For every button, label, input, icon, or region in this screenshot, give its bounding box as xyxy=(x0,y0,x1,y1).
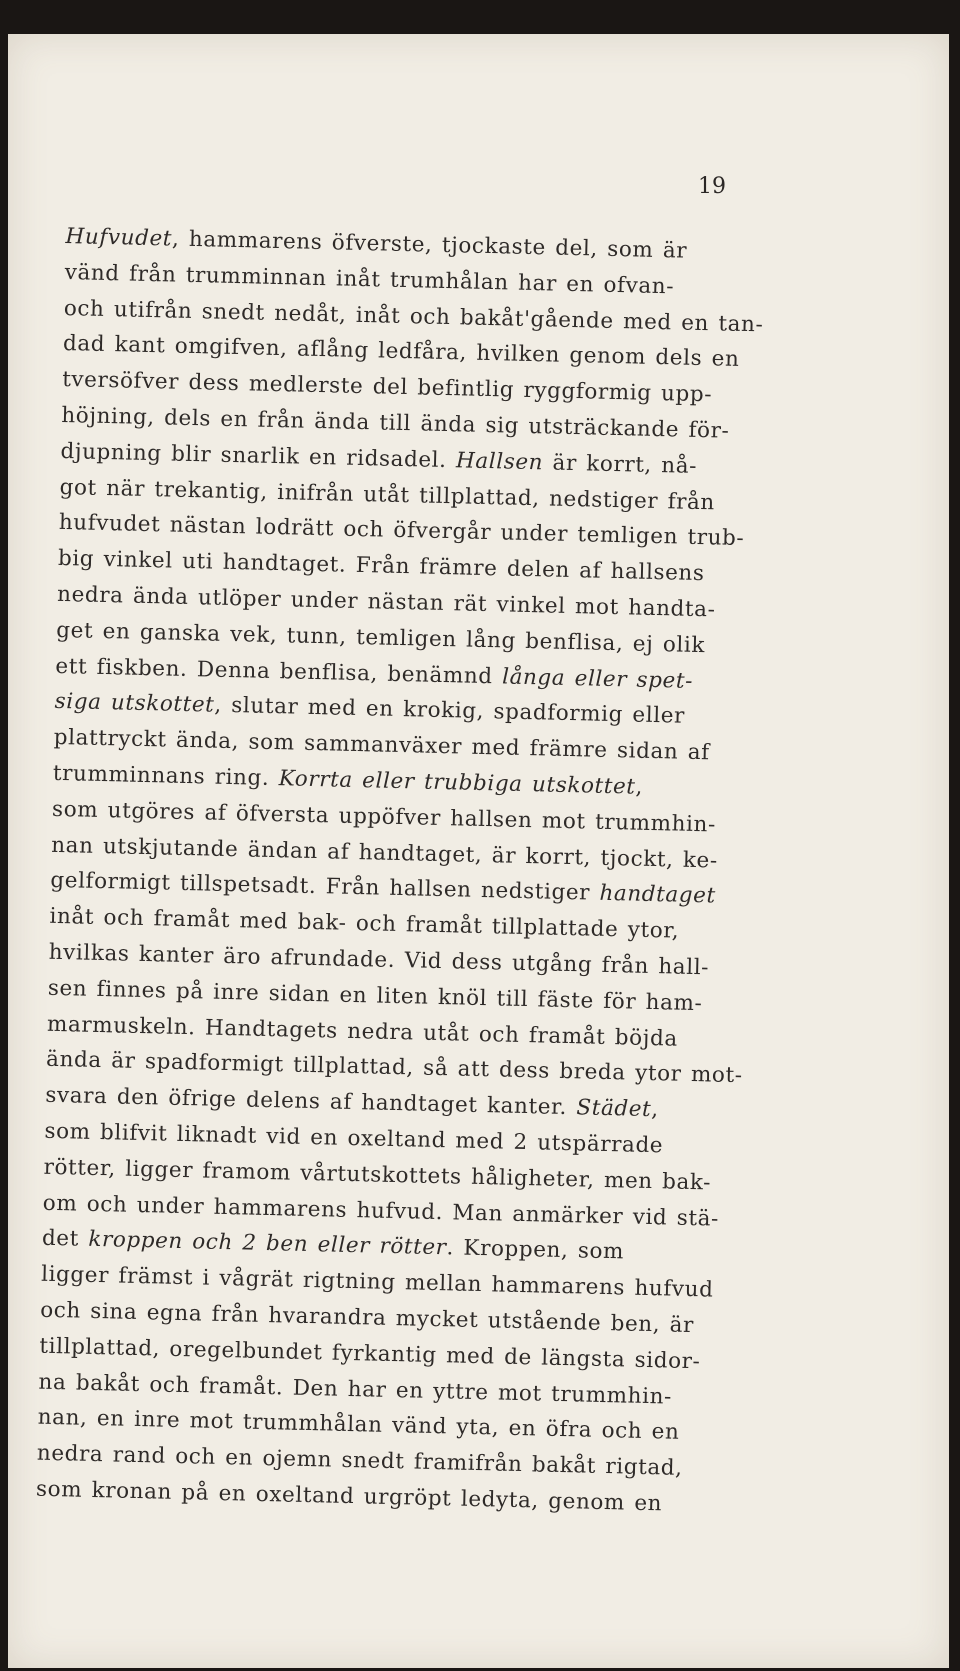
text-segment: tillplattad, oregelbundet fyrkantig med de längsta sidor- xyxy=(39,1333,701,1374)
text-segment: som blifvit liknadt vid en oxeltand med 2 utspärrade xyxy=(44,1118,664,1159)
page-number: 19 xyxy=(698,174,726,199)
text-segment: ligger främst i vågrät rigtning mellan hammarens hufvud xyxy=(40,1261,714,1303)
text-segment: djupning blir snarlik en ridsadel. xyxy=(60,438,457,474)
text-segment: marmuskeln. Handtagets nedra utåt och framåt böjda xyxy=(46,1011,679,1052)
text-segment: dad kant omgifven, aflång ledfåra, hvilken genom dels en xyxy=(62,331,740,373)
text-segment: som kronan på en oxeltand urgröpt ledyta, genom en xyxy=(35,1476,663,1517)
text-segment: höjning, dels en från ända till ända sig utsträckande för- xyxy=(61,402,730,444)
text-segment: hvilkas kanter äro afrundade. Vid dess utgång från hall- xyxy=(48,939,710,981)
text-segment: det xyxy=(41,1226,89,1253)
text-segment: trumminnans ring. xyxy=(52,760,280,792)
text-segment: rötter, ligger framom vårtutskottets håligheter, men bak- xyxy=(43,1154,712,1196)
text-segment: nedra ända utlöper under nästan rät vinkel mot handta- xyxy=(56,581,716,623)
italic-term: Korrta eller trubbiga utskottet xyxy=(278,766,636,800)
text-segment: , xyxy=(651,1097,660,1123)
text-segment: nan utskjutande ändan af handtaget, är korrt, tjockt, ke- xyxy=(50,832,719,874)
text-segment: svara den öfrige delens af handtaget kanter. xyxy=(45,1082,577,1121)
book-page xyxy=(8,34,949,1668)
text-segment: sen finnes på inre sidan en liten knöl till fäste för ham- xyxy=(47,975,703,1016)
text-segment: vänd från trumminnan inåt trumhålan har en ofvan- xyxy=(64,259,675,300)
italic-term: siga utskottet xyxy=(54,689,215,718)
text-segment: om och under hammarens hufvud. Man anmärker vid stä- xyxy=(42,1190,720,1232)
italic-term: kroppen och 2 ben eller rötter xyxy=(88,1227,447,1261)
text-segment: tversöfver dess medlerste del befintlig ryggformig upp- xyxy=(61,367,713,408)
text-segment: gelformigt tillspetsadt. Från hallsen nedstiger xyxy=(50,868,600,907)
italic-term: Städet xyxy=(576,1095,652,1123)
body-text xyxy=(36,219,776,1524)
italic-term: handtaget xyxy=(599,881,717,909)
text-segment: na bakåt och framåt. Den har en yttre mot trummhin- xyxy=(38,1369,673,1410)
text-segment: och sina egna från hvarandra mycket utstående ben, är xyxy=(39,1297,695,1339)
text-segment: ända är spadformigt tillplattad, så att dess breda ytor mot- xyxy=(45,1047,743,1089)
text-segment: är korrt, nå- xyxy=(542,450,698,479)
text-segment: big vinkel uti handtaget. Från främre delen af hallsens xyxy=(57,546,705,587)
text-segment: inåt och framåt med bak- och framåt tillplattade ytor, xyxy=(49,903,680,944)
text-segment: . Kroppen, som xyxy=(446,1235,625,1265)
text-segment: get en ganska vek, tunn, temligen lång benflisa, ej olik xyxy=(56,617,706,658)
italic-term: långa eller spet- xyxy=(501,663,694,694)
italic-term: Hufvudet xyxy=(65,223,173,252)
text-segment: , slutar med en krokig, spadformig eller xyxy=(214,692,686,730)
text-segment: plattryckt ända, som sammanväxer med främre sidan af xyxy=(53,725,711,766)
text-segment: ett fiskben. Denna benflisa, benämnd xyxy=(55,653,503,689)
text-segment: hufvudet nästan lodrätt och öfvergår under temligen trub- xyxy=(58,510,745,552)
italic-term: Hallsen xyxy=(455,448,544,476)
text-segment: , xyxy=(635,774,644,800)
text-segment: got när trekantig, inifrån utåt tillplattad, nedstiger från xyxy=(59,474,716,515)
text-segment: nedra rand och en ojemn snedt framifrån bakåt rigtad, xyxy=(36,1440,683,1481)
text-segment: nan, en inre mot trummhålan vänd yta, en öfra och en xyxy=(37,1404,680,1446)
text-segment: och utifrån snedt nedåt, inåt och bakåt'gående med en tan- xyxy=(63,295,764,338)
text-segment: som utgöres af öfversta uppöfver hallsen mot trummhin- xyxy=(51,796,717,838)
text-segment: , hammarens öfverste, tjockaste del, som är xyxy=(171,226,688,264)
